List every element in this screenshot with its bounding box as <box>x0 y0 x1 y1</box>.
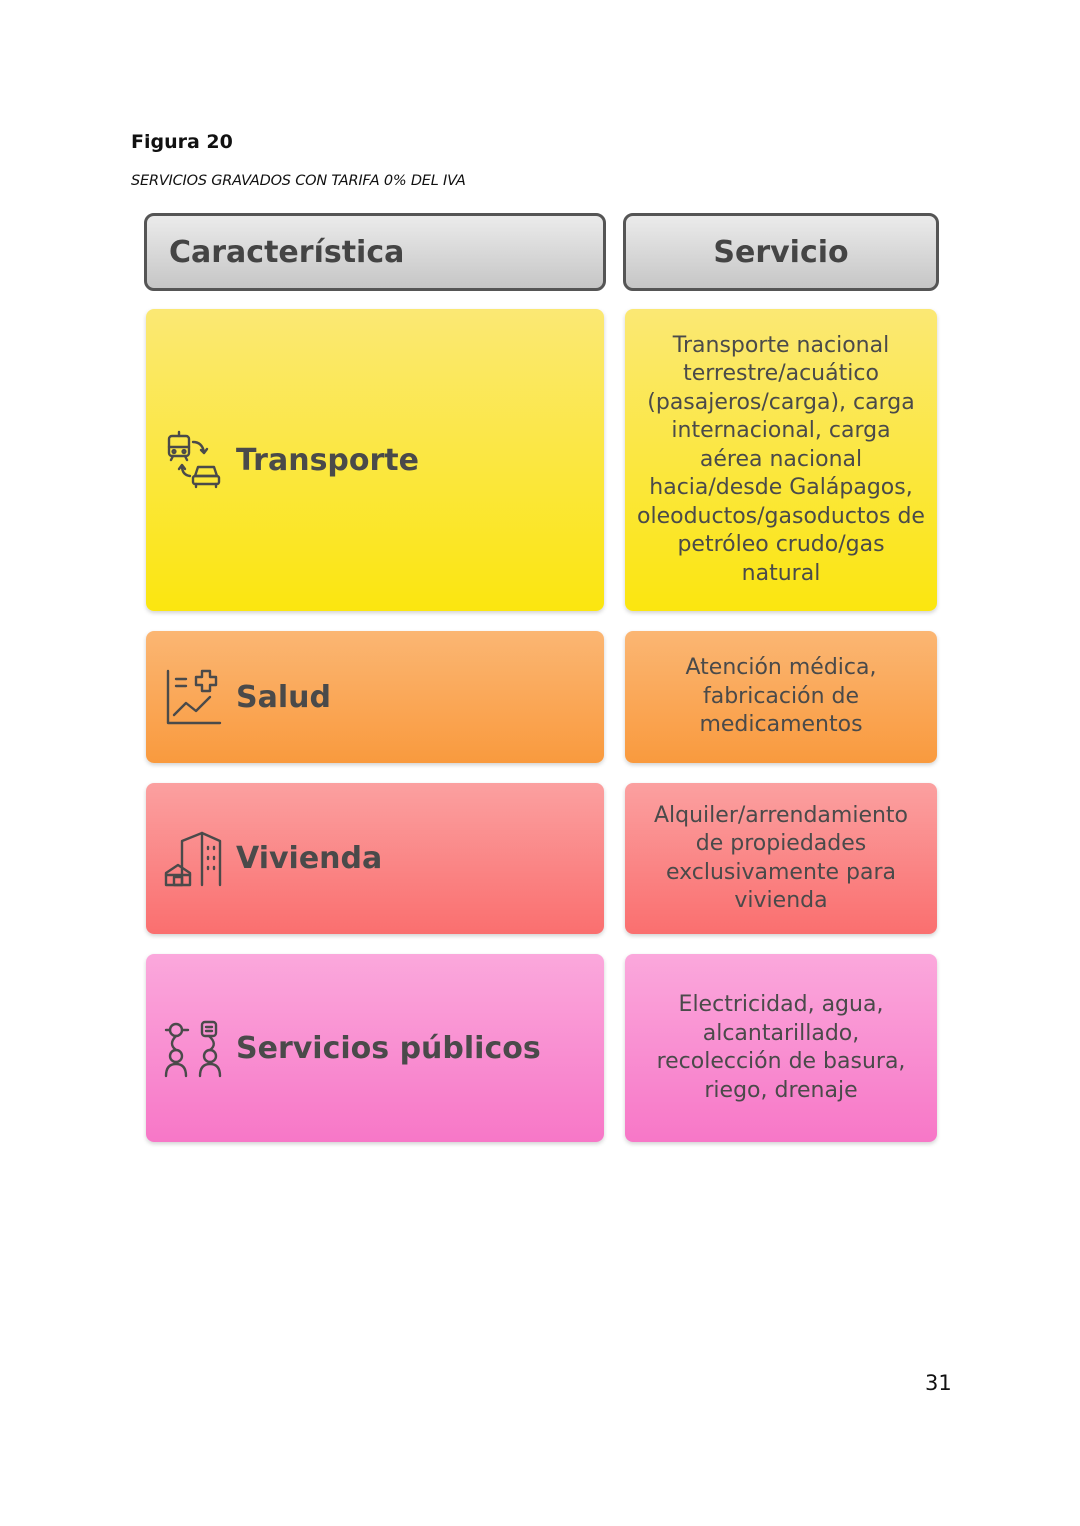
row-vivienda-category <box>146 783 604 934</box>
category-name: Servicios públicos <box>236 1030 541 1066</box>
header-servicio: Servicio <box>623 213 939 291</box>
service-text: Transporte nacional terrestre/acuático (pasajeros/carga), carga internacional, carga aérea nacional hacia/desde Galápagos, oleoductos/gasoductos de petróleo crudo/gas natural <box>637 332 925 586</box>
category-name: Transporte <box>236 442 419 478</box>
category-name: Salud <box>236 679 331 715</box>
service-text: Alquiler/arrendamiento de propiedades exclusivamente para vivienda <box>653 802 909 913</box>
header-caracteristica: Característica <box>144 213 606 291</box>
health-chart-icon <box>164 667 224 727</box>
figure-label: Figura 20 <box>131 131 233 153</box>
row-salud-service <box>625 631 937 763</box>
row-transporte-service <box>625 309 937 611</box>
buildings-icon <box>164 829 224 889</box>
row-servicios-publicos-category <box>146 954 604 1142</box>
figure-caption: SERVICIOS GRAVADOS CON TARIFA 0% DEL IVA <box>131 173 466 189</box>
row-servicios-publicos-service <box>625 954 937 1142</box>
service-text: Electricidad, agua, alcantarillado, recolección de basura, riego, drenaje <box>656 992 906 1103</box>
row-salud-category <box>146 631 604 763</box>
row-transporte-category <box>146 309 604 611</box>
service-text: Atención médica, fabricación de medicamentos <box>685 655 877 738</box>
row-vivienda-service <box>625 783 937 934</box>
category-name: Vivienda <box>236 841 383 876</box>
page-number: 31 <box>925 1371 952 1395</box>
public-utilities-icon <box>164 1018 224 1078</box>
transport-icon <box>164 430 224 490</box>
